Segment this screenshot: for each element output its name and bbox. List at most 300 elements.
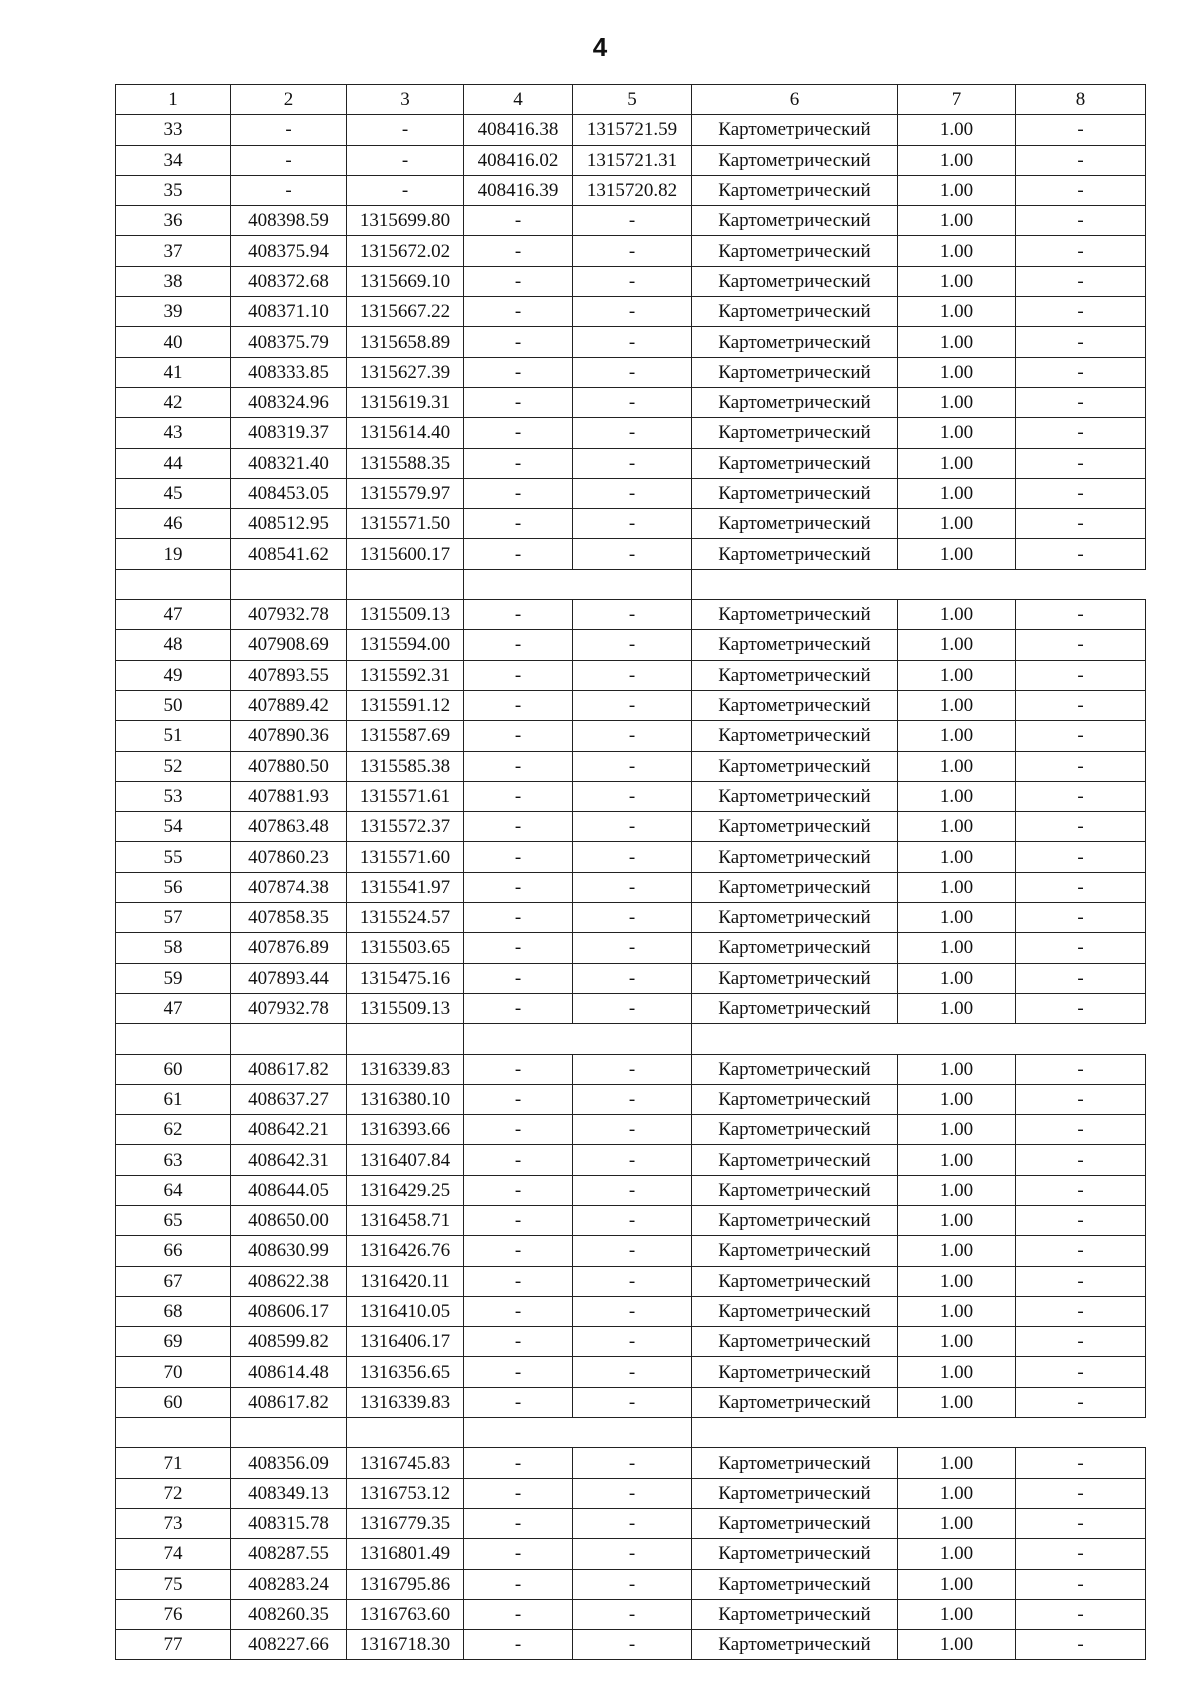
table-cell: - [1016, 448, 1146, 478]
table-cell: 408650.00 [231, 1205, 347, 1235]
table-cell: - [573, 1266, 692, 1296]
table-cell: - [573, 1569, 692, 1599]
separator-cell [464, 569, 692, 599]
table-cell: 1.00 [898, 903, 1016, 933]
separator-cell [116, 569, 231, 599]
header-cell: 3 [347, 85, 464, 115]
table-cell: 1.00 [898, 175, 1016, 205]
table-cell: Картометрический [692, 236, 898, 266]
table-cell: 1.00 [898, 509, 1016, 539]
table-cell: - [573, 721, 692, 751]
table-cell: 41 [116, 357, 231, 387]
table-row [116, 115, 1146, 145]
table-cell: 1315720.82 [573, 175, 692, 205]
table-cell: Картометрический [692, 903, 898, 933]
table-cell: Картометрический [692, 1145, 898, 1175]
table-cell: 408453.05 [231, 478, 347, 508]
table-cell: - [1016, 781, 1146, 811]
table-cell: 408617.82 [231, 1054, 347, 1084]
table-cell: - [1016, 115, 1146, 145]
table-cell: 1315600.17 [347, 539, 464, 569]
table-cell: - [573, 1145, 692, 1175]
table-cell: 1316745.83 [347, 1448, 464, 1478]
table-cell: - [573, 509, 692, 539]
table-cell: 408512.95 [231, 509, 347, 539]
table-cell: 408371.10 [231, 297, 347, 327]
table-cell: 408644.05 [231, 1175, 347, 1205]
table-cell: - [464, 812, 573, 842]
table-cell: - [464, 1539, 573, 1569]
table-cell: 1316753.12 [347, 1478, 464, 1508]
table-cell: - [464, 1569, 573, 1599]
table-cell: 1316339.83 [347, 1054, 464, 1084]
table-cell: 1315587.69 [347, 721, 464, 751]
table-cell: 1.00 [898, 1266, 1016, 1296]
table-cell: 1.00 [898, 1296, 1016, 1326]
table-cell: 1.00 [898, 600, 1016, 630]
table-cell: - [1016, 266, 1146, 296]
table-cell: 1.00 [898, 327, 1016, 357]
table-cell: Картометрический [692, 1569, 898, 1599]
table-row [116, 1327, 1146, 1357]
table-cell: - [1016, 812, 1146, 842]
table-cell: 407880.50 [231, 751, 347, 781]
separator-cell [231, 1418, 347, 1448]
table-cell: 40 [116, 327, 231, 357]
table-cell: Картометрический [692, 1387, 898, 1417]
table-cell: 408416.39 [464, 175, 573, 205]
table-cell: Картометрический [692, 1508, 898, 1538]
table-cell: - [464, 1357, 573, 1387]
separator-cell [692, 569, 1146, 599]
table-cell: - [1016, 1266, 1146, 1296]
table-cell: - [573, 206, 692, 236]
section-separator-row [116, 569, 1146, 599]
table-cell: 53 [116, 781, 231, 811]
table-cell: - [573, 903, 692, 933]
table-cell: - [1016, 478, 1146, 508]
table-cell: - [573, 1508, 692, 1538]
table-cell: - [464, 387, 573, 417]
table-cell: 1315721.59 [573, 115, 692, 145]
table-cell: 71 [116, 1448, 231, 1478]
table-cell: - [573, 872, 692, 902]
separator-cell [116, 1024, 231, 1054]
table-cell: - [1016, 1084, 1146, 1114]
table-row [116, 690, 1146, 720]
table-cell: 49 [116, 660, 231, 690]
table-cell: Картометрический [692, 781, 898, 811]
table-row [116, 660, 1146, 690]
table-cell: - [573, 236, 692, 266]
table-cell: 42 [116, 387, 231, 417]
table-cell: Картометрический [692, 1357, 898, 1387]
table-cell: - [573, 751, 692, 781]
table-cell: - [464, 1145, 573, 1175]
table-row [116, 297, 1146, 327]
table-cell: 1.00 [898, 1387, 1016, 1417]
table-row [116, 387, 1146, 417]
separator-cell [347, 1024, 464, 1054]
table-cell: 1.00 [898, 751, 1016, 781]
table-cell: 1316429.25 [347, 1175, 464, 1205]
table-cell: 1316356.65 [347, 1357, 464, 1387]
table-cell: 407858.35 [231, 903, 347, 933]
table-cell: Картометрический [692, 115, 898, 145]
table-cell: 1315588.35 [347, 448, 464, 478]
header-cell: 4 [464, 85, 573, 115]
table-cell: Картометрический [692, 1175, 898, 1205]
table-cell: 63 [116, 1145, 231, 1175]
table-cell: 408398.59 [231, 206, 347, 236]
table-cell: Картометрический [692, 509, 898, 539]
table-row [116, 1054, 1146, 1084]
table-cell: - [573, 297, 692, 327]
table-cell: 70 [116, 1357, 231, 1387]
table-cell: - [464, 1327, 573, 1357]
table-cell: 408372.68 [231, 266, 347, 296]
table-cell: - [464, 1266, 573, 1296]
table-row [116, 1478, 1146, 1508]
table-cell: 47 [116, 600, 231, 630]
table-row [116, 1296, 1146, 1326]
table-row [116, 721, 1146, 751]
table-cell: - [1016, 539, 1146, 569]
table-cell: Картометрический [692, 1296, 898, 1326]
table-cell: Картометрический [692, 1266, 898, 1296]
table-cell: Картометрический [692, 751, 898, 781]
table-row [116, 145, 1146, 175]
table-cell: 58 [116, 933, 231, 963]
table-cell: 1.00 [898, 1175, 1016, 1205]
table-cell: 1.00 [898, 933, 1016, 963]
table-cell: Картометрический [692, 600, 898, 630]
table-cell: - [1016, 630, 1146, 660]
table-cell: 1316339.83 [347, 1387, 464, 1417]
table-cell: - [573, 1448, 692, 1478]
table-cell: 408630.99 [231, 1236, 347, 1266]
table-row [116, 1599, 1146, 1629]
table-cell: 1.00 [898, 1539, 1016, 1569]
table-cell: 407863.48 [231, 812, 347, 842]
table-cell: 1.00 [898, 1599, 1016, 1629]
table-cell: 1.00 [898, 721, 1016, 751]
table-cell: Картометрический [692, 660, 898, 690]
table-cell: 408333.85 [231, 357, 347, 387]
table-row [116, 478, 1146, 508]
table-cell: 408642.31 [231, 1145, 347, 1175]
table-cell: 1.00 [898, 1630, 1016, 1660]
table-cell: - [464, 660, 573, 690]
table-row [116, 418, 1146, 448]
table-cell: - [573, 1599, 692, 1629]
table-cell: 1.00 [898, 357, 1016, 387]
table-cell: 45 [116, 478, 231, 508]
separator-cell [692, 1418, 1146, 1448]
table-cell: - [573, 478, 692, 508]
table-cell: 1.00 [898, 660, 1016, 690]
header-cell: 6 [692, 85, 898, 115]
table-cell: 1.00 [898, 1478, 1016, 1508]
table-cell: 408260.35 [231, 1599, 347, 1629]
table-cell: - [464, 206, 573, 236]
table-cell: - [1016, 903, 1146, 933]
table-cell: - [1016, 145, 1146, 175]
table-cell: - [1016, 1448, 1146, 1478]
table-cell: 60 [116, 1054, 231, 1084]
table-cell: 1315669.10 [347, 266, 464, 296]
table-cell: Картометрический [692, 1236, 898, 1266]
coordinates-table [115, 84, 1146, 1660]
table-row [116, 993, 1146, 1023]
table-cell: 1316795.86 [347, 1569, 464, 1599]
table-cell: 1.00 [898, 297, 1016, 327]
table-cell: - [1016, 387, 1146, 417]
table-cell: Картометрический [692, 842, 898, 872]
table-row [116, 933, 1146, 963]
separator-cell [116, 1418, 231, 1448]
table-cell: 407881.93 [231, 781, 347, 811]
table-cell: 1315721.31 [573, 145, 692, 175]
table-cell: Картометрический [692, 721, 898, 751]
table-cell: Картометрический [692, 1539, 898, 1569]
table-cell: - [573, 1478, 692, 1508]
table-cell: 408227.66 [231, 1630, 347, 1660]
table-cell: 408416.02 [464, 145, 573, 175]
table-cell: 55 [116, 842, 231, 872]
table-cell: - [464, 418, 573, 448]
table-cell: 407890.36 [231, 721, 347, 751]
table-cell: 1.00 [898, 1236, 1016, 1266]
table-row [116, 903, 1146, 933]
table-row [116, 1357, 1146, 1387]
separator-cell [231, 1024, 347, 1054]
table-cell: 1.00 [898, 1115, 1016, 1145]
table-cell: 1315614.40 [347, 418, 464, 448]
table-row [116, 1115, 1146, 1145]
table-cell: 77 [116, 1630, 231, 1660]
table-row [116, 751, 1146, 781]
table-cell: 54 [116, 812, 231, 842]
table-cell: 1315591.12 [347, 690, 464, 720]
table-cell: - [1016, 963, 1146, 993]
table-cell: 1316426.76 [347, 1236, 464, 1266]
table-row [116, 206, 1146, 236]
table-cell: - [231, 115, 347, 145]
table-cell: - [573, 1296, 692, 1326]
table-cell: 1315503.65 [347, 933, 464, 963]
table-cell: 408349.13 [231, 1478, 347, 1508]
table-row [116, 963, 1146, 993]
table-cell: - [464, 539, 573, 569]
table-cell: 68 [116, 1296, 231, 1326]
table-cell: - [464, 630, 573, 660]
separator-cell [347, 569, 464, 599]
table-cell: 1315699.80 [347, 206, 464, 236]
table-row [116, 357, 1146, 387]
table-cell: - [573, 660, 692, 690]
table-cell: Картометрический [692, 1205, 898, 1235]
table-cell: - [464, 1296, 573, 1326]
table-cell: 1316420.11 [347, 1266, 464, 1296]
table-cell: Картометрический [692, 478, 898, 508]
table-cell: - [1016, 600, 1146, 630]
table-cell: 67 [116, 1266, 231, 1296]
table-cell: - [464, 963, 573, 993]
table-cell: - [573, 1630, 692, 1660]
table-cell: 59 [116, 963, 231, 993]
table-row [116, 1448, 1146, 1478]
table-cell: Картометрический [692, 448, 898, 478]
table-cell: Картометрический [692, 993, 898, 1023]
table-cell: - [1016, 1145, 1146, 1175]
table-cell: Картометрический [692, 933, 898, 963]
table-cell: - [347, 145, 464, 175]
table-cell: - [464, 509, 573, 539]
table-cell: 47 [116, 993, 231, 1023]
table-cell: - [1016, 175, 1146, 205]
table-cell: 408622.38 [231, 1266, 347, 1296]
table-cell: Картометрический [692, 297, 898, 327]
section-separator-row [116, 1024, 1146, 1054]
table-cell: 408617.82 [231, 1387, 347, 1417]
table-cell: 1.00 [898, 448, 1016, 478]
table-cell: - [464, 357, 573, 387]
table-cell: 60 [116, 1387, 231, 1417]
table-cell: 1316779.35 [347, 1508, 464, 1538]
table-cell: Картометрический [692, 1448, 898, 1478]
table-cell: 72 [116, 1478, 231, 1508]
table-cell: - [1016, 751, 1146, 781]
table-row [116, 812, 1146, 842]
table-cell: - [1016, 1327, 1146, 1357]
table-row [116, 327, 1146, 357]
table-cell: - [573, 993, 692, 1023]
table-cell: - [573, 448, 692, 478]
table-cell: - [573, 690, 692, 720]
table-cell: 408356.09 [231, 1448, 347, 1478]
table-cell: - [573, 1205, 692, 1235]
table-cell: - [347, 175, 464, 205]
table-cell: 36 [116, 206, 231, 236]
table-cell: 1.00 [898, 206, 1016, 236]
table-cell: 1.00 [898, 872, 1016, 902]
table-cell: - [464, 1175, 573, 1205]
table-cell: - [1016, 1569, 1146, 1599]
table-row [116, 1145, 1146, 1175]
table-cell: 1315667.22 [347, 297, 464, 327]
table-cell: 52 [116, 751, 231, 781]
table-cell: Картометрический [692, 1599, 898, 1629]
page-number: 4 [592, 32, 608, 62]
table-cell: - [573, 933, 692, 963]
table-cell: - [573, 1175, 692, 1205]
table-cell: 407893.44 [231, 963, 347, 993]
table-cell: - [1016, 993, 1146, 1023]
table-cell: 408606.17 [231, 1296, 347, 1326]
table-cell: Картометрический [692, 145, 898, 175]
table-cell: - [1016, 1054, 1146, 1084]
header-cell: 1 [116, 85, 231, 115]
table-cell: 19 [116, 539, 231, 569]
table-cell: 37 [116, 236, 231, 266]
table-cell: Картометрический [692, 1115, 898, 1145]
table-cell: - [464, 1387, 573, 1417]
table-cell: - [464, 933, 573, 963]
table-cell: - [464, 1084, 573, 1114]
table-cell: - [1016, 1357, 1146, 1387]
table-cell: 1315571.50 [347, 509, 464, 539]
table-cell: - [573, 1539, 692, 1569]
table-cell: 1.00 [898, 1448, 1016, 1478]
table-cell: - [464, 600, 573, 630]
table-row [116, 1205, 1146, 1235]
table-cell: 1.00 [898, 1054, 1016, 1084]
table-cell: - [1016, 872, 1146, 902]
table-cell: 46 [116, 509, 231, 539]
table-cell: - [573, 1236, 692, 1266]
table-row [116, 1175, 1146, 1205]
table-cell: - [1016, 1236, 1146, 1266]
table-cell: 76 [116, 1599, 231, 1629]
table-cell: - [1016, 1296, 1146, 1326]
table-cell: 408614.48 [231, 1357, 347, 1387]
table-cell: - [464, 903, 573, 933]
table-cell: 1315672.02 [347, 236, 464, 266]
table-cell: Картометрический [692, 539, 898, 569]
header-cell: 7 [898, 85, 1016, 115]
table-cell: 408319.37 [231, 418, 347, 448]
table-cell: Картометрический [692, 357, 898, 387]
table-cell: 1.00 [898, 1205, 1016, 1235]
table-cell: 1.00 [898, 842, 1016, 872]
table-cell: - [573, 1327, 692, 1357]
table-cell: Картометрический [692, 872, 898, 902]
table-cell: 408541.62 [231, 539, 347, 569]
separator-cell [464, 1418, 692, 1448]
table-cell: 407908.69 [231, 630, 347, 660]
table-cell: 1315541.97 [347, 872, 464, 902]
separator-cell [464, 1024, 692, 1054]
table-cell: - [573, 630, 692, 660]
table-cell: 1.00 [898, 539, 1016, 569]
table-cell: 1316410.05 [347, 1296, 464, 1326]
table-cell: - [464, 1630, 573, 1660]
table-cell: 1316406.17 [347, 1327, 464, 1357]
table-cell: Картометрический [692, 418, 898, 448]
table-cell: 1315509.13 [347, 600, 464, 630]
separator-cell [347, 1418, 464, 1448]
table-cell: - [464, 478, 573, 508]
table-cell: 1.00 [898, 630, 1016, 660]
table-header-row [116, 85, 1146, 115]
table-cell: - [1016, 297, 1146, 327]
table-cell: 1.00 [898, 115, 1016, 145]
table-cell: 408375.79 [231, 327, 347, 357]
table-row [116, 630, 1146, 660]
table-cell: 1315592.31 [347, 660, 464, 690]
table-cell: 407932.78 [231, 600, 347, 630]
header-cell: 8 [1016, 85, 1146, 115]
table-cell: - [1016, 357, 1146, 387]
table-cell: - [464, 751, 573, 781]
table-cell: - [573, 1115, 692, 1145]
table-cell: 408283.24 [231, 1569, 347, 1599]
table-cell: 1315658.89 [347, 327, 464, 357]
header-cell: 5 [573, 85, 692, 115]
table-cell: 38 [116, 266, 231, 296]
table-cell: - [464, 872, 573, 902]
